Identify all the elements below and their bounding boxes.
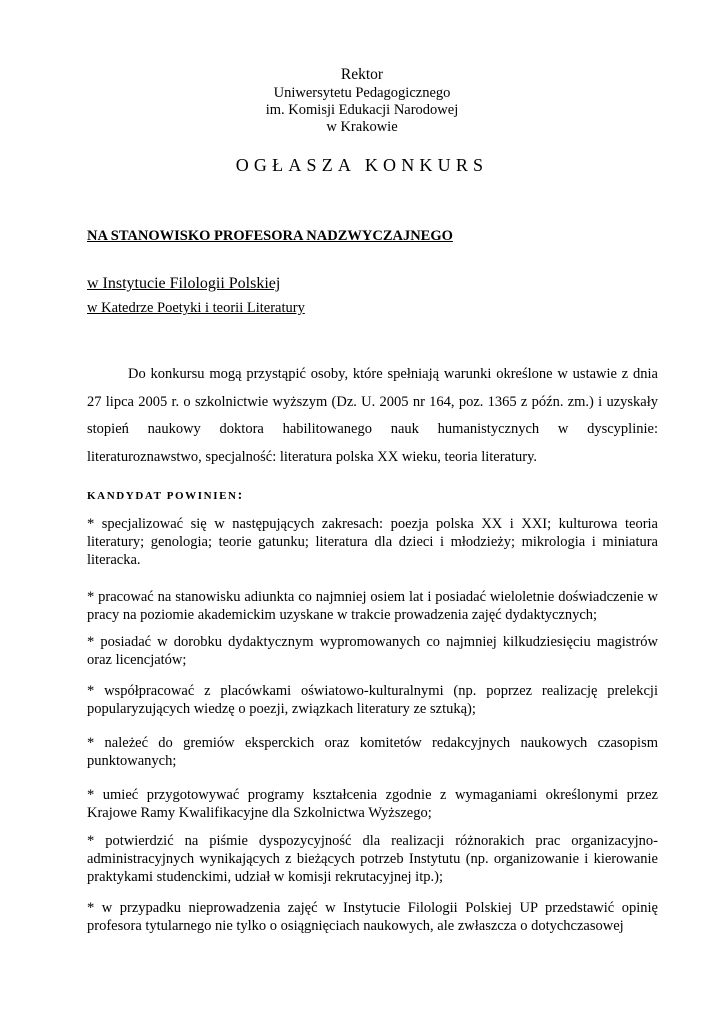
requirement-item: * posiadać w dorobku dydaktycznym wypromowanych co najmniej kilkudziesięciu magistrów oraz licencjatów; xyxy=(87,634,658,668)
header-named-after: im. Komisji Edukacji Narodowej xyxy=(265,102,459,118)
candidate-heading-text: KANDYDAT POWINIEN xyxy=(87,490,238,502)
requirement-item: * w przypadku nieprowadzenia zajęć w Instytucie Filologii Polskiej UP przedstawić opinię profesora tytularnego nie tylko o osiągnięciach naukowych, ale zwłaszcza o dotychczasowej xyxy=(87,900,658,934)
position-heading: NA STANOWISKO PROFESORA NADZWYCZAJNEGO xyxy=(87,228,453,244)
requirement-item: * umieć przygotowywać programy kształcenia zgodnie z wymaganiami określonymi przez Krajowe Ramy Kwalifikacyjne dla Szkolnictwa Wyższego; xyxy=(87,787,658,821)
requirement-item: * potwierdzić na piśmie dyspozycyjność dla realizacji różnorakich prac organizacyjno-administracyjnych wynikających z bieżących potrzeb Instytutu (np. organizowanie i kierowanie praktykami studenckimi, udział w komisji rekrutacyjnej itp.); xyxy=(87,833,658,885)
requirement-item: * współpracować z placówkami oświatowo-kulturalnymi (np. poprzez realizację prelekcji popularyzujących wiedzę o poezji, związkach literatury ze sztuką); xyxy=(87,683,658,717)
candidate-heading-colon: : xyxy=(237,488,243,503)
institute-name: w Instytucie Filologii Polskiej xyxy=(87,275,281,292)
requirement-item: * pracować na stanowisku adiunkta co najmniej osiem lat i posiadać wieloletnie doświadczenie w pracy na poziomie akademickim uzyskane w trakcie prowadzenia zajęć dydaktycznych; xyxy=(87,589,658,623)
header-rektor: Rektor xyxy=(340,66,384,83)
intro-paragraph: Do konkursu mogą przystąpić osoby, które spełniają warunki określone w ustawie z dnia 27 lipca 2005 r. o szkolnictwie wyższym (Dz. U. 2005 nr 164, poz. 1365 z późn. zm.) i uzyskały stopień naukowy doktora habilitowanego nauk humanistycznych w dyscyplinie: literaturoznawstwo, specjalność: literatura polska XX wieku, teoria literatury. xyxy=(87,366,658,465)
candidate-heading xyxy=(87,488,242,504)
department-name: w Katedrze Poetyki i teorii Literatury xyxy=(87,300,305,316)
announcement-title: OGŁASZA KONKURS xyxy=(235,155,489,175)
requirement-item: * należeć do gremiów eksperckich oraz komitetów redakcyjnych naukowych czasopism punktowanych; xyxy=(87,735,658,769)
header-university: Uniwersytetu Pedagogicznego xyxy=(273,85,451,101)
requirement-item: * specjalizować się w następujących zakresach: poezja polska XX i XXI; kulturowa teoria literatury; genologia; teorie gatunku; literatura dla dzieci i młodzieży; mikrologia i miniatura literacka. xyxy=(87,516,658,568)
header-city: w Krakowie xyxy=(326,119,398,135)
